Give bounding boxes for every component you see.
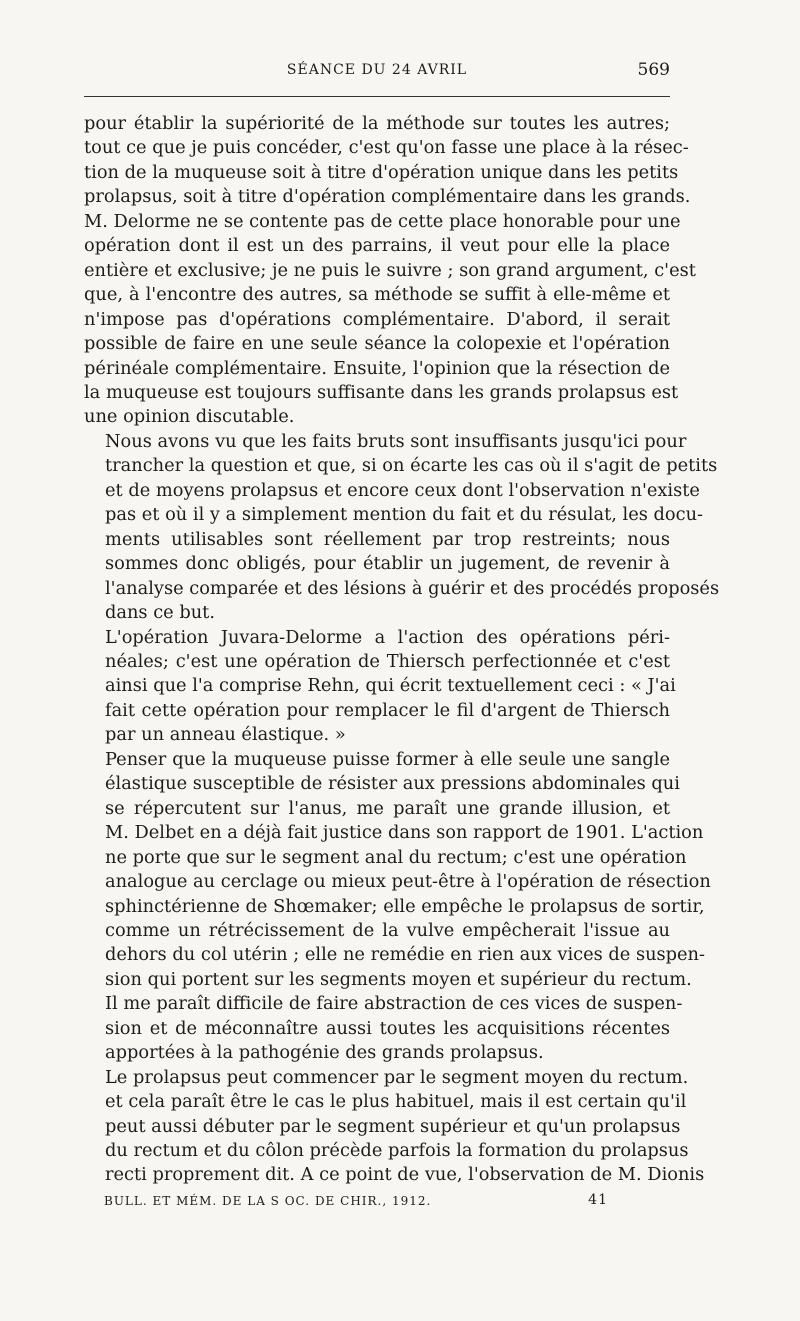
header-rule xyxy=(84,96,670,97)
text-line: dehors du col utérin ; elle ne remédie en rien aux vices de suspen- xyxy=(105,944,706,966)
text-line: une opinion discutable. xyxy=(84,406,295,428)
text-line: sion qui portent sur les segments moyen et supérieur du rectum. xyxy=(105,968,692,990)
paragraph xyxy=(84,626,676,748)
text-line: pas et où il y a simplement mention du fait et du résulat, les docu- xyxy=(105,504,704,526)
text-line: tion de la muqueuse soit à titre d'opération unique dans les petits xyxy=(84,161,679,183)
text-line: élastique susceptible de résister aux pressions abdominales qui xyxy=(105,773,680,795)
text-line: apportées à la pathogénie des grands prolapsus. xyxy=(105,1042,544,1064)
text-line: néales; c'est une opération de Thiersch perfectionnée et c'est xyxy=(105,650,670,672)
page-footer xyxy=(104,1192,608,1214)
text-line: l'analyse comparée et des lésions à guérir et des procédés proposés xyxy=(105,577,720,599)
text-line: n'impose pas d'opérations complémentaire. D'abord, il serait xyxy=(84,308,670,330)
text-line: sion et de méconnaître aussi toutes les acquisitions récentes xyxy=(105,1017,670,1039)
text-line: ne porte que sur le segment anal du rectum; c'est une opération xyxy=(105,846,687,868)
text-line: périnéale complémentaire. Ensuite, l'opinion que la résection de xyxy=(84,357,670,379)
text-line: et de moyens prolapsus et encore ceux dont l'observation n'existe xyxy=(105,479,700,501)
text-line: se répercutent sur l'anus, me paraît une grande illusion, et xyxy=(105,797,670,819)
text-line: comme un rétrécissement de la vulve empêcherait l'issue au xyxy=(105,919,670,941)
text-line: trancher la question et que, si on écarte les cas où il s'agit de petits xyxy=(105,455,718,477)
text-line: pour établir la supériorité de la méthode sur toutes les autres; xyxy=(84,113,670,134)
text-line: peut aussi débuter par le segment supérieur et qu'un prolapsus xyxy=(105,1115,681,1137)
text-line: entière et exclusive; je ne puis le suivre ; son grand argument, c'est xyxy=(84,259,696,281)
text-line: recti proprement dit. A ce point de vue, l'observation de M. Dionis xyxy=(105,1164,705,1186)
text-line: Le prolapsus peut commencer par le segment moyen du rectum. xyxy=(105,1066,689,1088)
paragraph xyxy=(84,112,696,430)
running-title: SÉANCE DU 24 AVRIL xyxy=(286,62,468,78)
page-header xyxy=(84,60,670,84)
paragraph xyxy=(84,1066,705,1188)
journal-signature: BULL. ET MÉM. DE LA S OC. DE CHIR., 1912. xyxy=(104,1194,432,1208)
text-line: M. Delorme ne se contente pas de cette place honorable pour une xyxy=(84,210,681,232)
text-line: prolapsus, soit à titre d'opération complémentaire dans les grands. xyxy=(84,186,691,208)
text-line: et cela paraît être le cas le plus habituel, mais il est certain qu'il xyxy=(105,1091,687,1113)
text-line: L'opération Juvara-Delorme a l'action des opérations péri- xyxy=(105,626,670,648)
text-line: la muqueuse est toujours suffisante dans les grands prolapsus est xyxy=(84,381,679,403)
paragraph xyxy=(84,430,720,626)
text-line: ainsi que l'a comprise Rehn, qui écrit textuellement ceci : « J'ai xyxy=(105,675,676,697)
text-line: fait cette opération pour remplacer le fil d'argent de Thiersch xyxy=(105,699,670,721)
text-line: tout ce que je puis concéder, c'est qu'on fasse une place à la résec- xyxy=(84,137,689,159)
text-line: Nous avons vu que les faits bruts sont insuffisants jusqu'ici pour xyxy=(105,430,687,452)
text-line: M. Delbet en a déjà fait justice dans son rapport de 1901. L'action xyxy=(105,822,704,844)
page-number: 569 xyxy=(637,60,670,80)
body-text xyxy=(84,112,720,1188)
text-line: possible de faire en une seule séance la colopexie et l'opération xyxy=(84,333,670,355)
text-line: dans ce but. xyxy=(105,602,215,624)
text-line: analogue au cerclage ou mieux peut-être à l'opération de résection xyxy=(105,871,711,893)
text-line: ments utilisables sont réellement par trop restreints; nous xyxy=(105,528,670,550)
text-line: opération dont il est un des parrains, il veut pour elle la place xyxy=(84,235,670,257)
text-line: Il me paraît difficile de faire abstraction de ces vices de suspen- xyxy=(105,993,683,1015)
text-line: du rectum et du côlon précède parfois la formation du prolapsus xyxy=(105,1140,689,1162)
text-line: sphinctérienne de Shœmaker; elle empêche le prolapsus de sortir, xyxy=(105,895,705,917)
sheet-number: 41 xyxy=(588,1192,608,1208)
text-line: sommes donc obligés, pour établir un jugement, de revenir à xyxy=(105,553,670,575)
text-line: Penser que la muqueuse puisse former à elle seule une sangle xyxy=(105,748,670,770)
text-line: par un anneau élastique. » xyxy=(105,724,346,746)
text-line: que, à l'encontre des autres, sa méthode se suffit à elle-même et xyxy=(84,284,670,306)
paragraph xyxy=(84,748,711,1066)
